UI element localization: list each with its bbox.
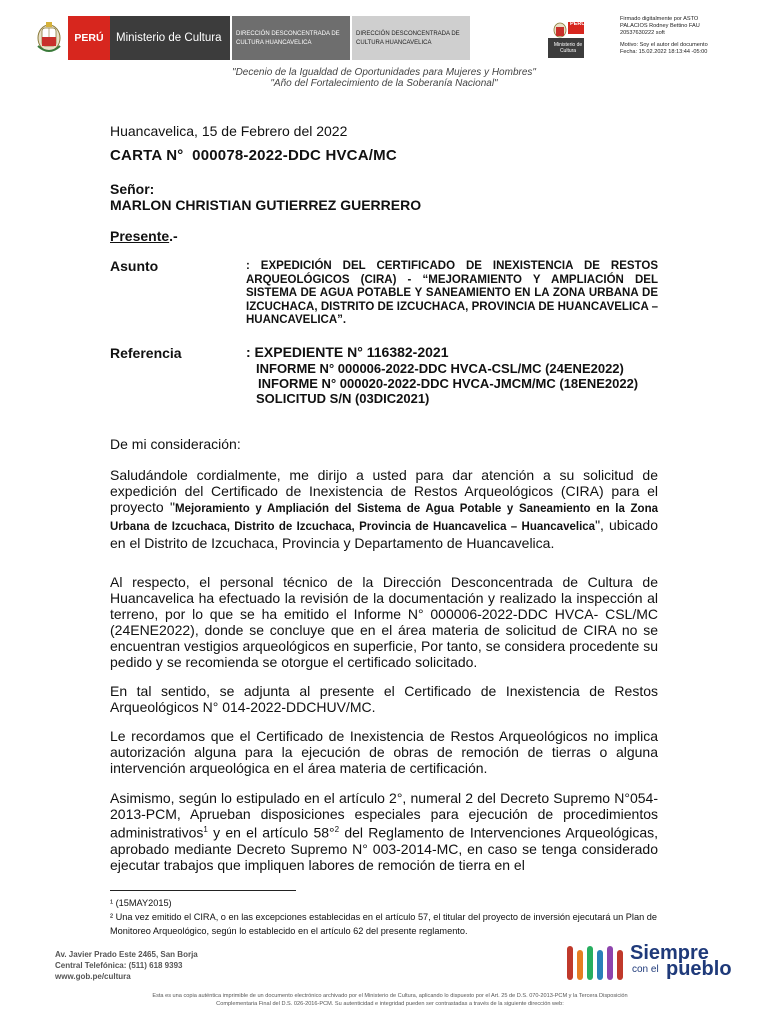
slogan-word-1: Siempre <box>630 942 709 964</box>
subject-text: : EXPEDICIÓN DEL CERTIFICADO DE INEXISTENCIA DE RESTOS ARQUEOLÓGICOS (CIRA) - “MEJORAMIENTO Y AMPLIACIÓN DEL SISTEMA DE AGUA POTABLE Y SANEAMIENTO EN LA ZONA URBANA DE IZCUCHACA, DISTRITO DE IZCUCHACA, PROVINCIA DE HUANCAVELICA – HUANCAVELICA”. <box>246 260 658 326</box>
reference-label: Referencia <box>110 345 182 361</box>
presente-word: Presente <box>110 228 170 244</box>
slogan-word-2: con el <box>632 964 659 975</box>
reference-item: INFORME N° 000020-2022-DDC HVCA-JMCM/MC (18ENE2022) <box>258 376 639 391</box>
slogan-word-3: pueblo <box>666 958 732 980</box>
ministry-label: Ministerio de Cultura <box>110 16 230 60</box>
paragraph-text: ", ubicado en el Distrito de Izcuchaca, Provincia y Departamento de Huancavelica. <box>110 517 658 551</box>
footnote-divider <box>110 890 296 891</box>
paragraph-regulation <box>110 790 658 873</box>
legal-line: Esta es una copia auténtica imprimible de un documento electrónico archivado por el Ministerio de Cultura, aplicando lo dispuesto por el Art. 25 de D.S. 070-2013-PCM y la Tercera Disposición <box>152 993 628 999</box>
recipient-name: MARLON CHRISTIAN GUTIERREZ GUERRERO <box>110 197 422 213</box>
signature-line: 20537630222 soft <box>620 29 665 36</box>
footer-web-link[interactable]: www.gob.pe/cultura <box>55 972 131 981</box>
peru-label: PERÚ <box>68 16 110 60</box>
footer-address: Av. Javier Prado Este 2465, San Borja <box>55 950 198 959</box>
greeting: De mi consideración: <box>110 436 241 452</box>
subject-label: Asunto <box>110 258 159 274</box>
seal-country: PERÚ <box>570 21 586 27</box>
reference-item: : EXPEDIENTE N° 116382-2021 <box>246 344 449 360</box>
footnote-2: ² Una vez emitido el CIRA, o en las excepciones establecidas en el artículo 57, el titular del proyecto de inversión ejecutará un Plan de Monitoreo Arqueológico, según lo establecido en el artículo 62 del presente reglamento. <box>110 912 657 936</box>
reference-item: SOLICITUD S/N (03DIC2021) <box>256 391 430 406</box>
signature-line: Motivo: Soy el autor del documento <box>620 42 708 49</box>
salutation: Señor: <box>110 181 155 197</box>
paragraph-text: Asimismo, según lo estipulado en el artículo 2°, numeral 2 del Decreto Supremo N°054-2013-PCM, Aprueban disposiciones especiales para ejecución de procedimientos administrativos <box>110 790 658 841</box>
legal-line: Complementaria Final del D.S. 026-2016-PCM. Su autenticidad e integridad pueden ser contrastadas a través de la siguiente dirección web: <box>216 1001 564 1007</box>
footer-contact <box>55 949 198 982</box>
footer-phone: (511) 618 9393 <box>128 961 183 970</box>
paragraph-reminder: Le recordamos que el Certificado de Inexistencia de Restos Arqueológicos no implica autorización alguna para la ejecución de obras de remoción de tierras o alguna intervención arqueológica en el área materia de certificación. <box>110 728 658 776</box>
footnote-1: ¹ (15MAY2015) <box>110 898 172 908</box>
unit-label-secondary: DIRECCIÓN DESCONCENTRADA DE CULTURA HUANCAVELICA <box>352 16 470 60</box>
signature-line: Firmado digitalmente por ASTO <box>620 16 699 22</box>
paragraph-text: y en el artículo 58° <box>207 824 335 841</box>
unit-label-primary: DIRECCIÓN DESCONCENTRADA DE CULTURA HUANCAVELICA <box>232 16 350 60</box>
paragraph-inspection: Al respecto, el personal técnico de la Dirección Desconcentrada de Cultura de Huancavelica ha efectuado la revisión de la documentación y realizado la inspección al terreno, por lo que se ha emitido el Informe N° 000006-2022-DDC HVCA- CSL/MC (24ENE2022), donde se concluye que en el área materia de solicitud de CIRA no se encuentran vestigios arqueológicos en superficie, Por tanto, se considera procedente su pedido y se recomienda se otorgue el certificado solicitado. <box>110 574 658 670</box>
letter-number <box>110 148 397 164</box>
paragraph-text: del Reglamento de Intervenciones Arqueológicas, aprobado mediante Decreto Supremo N° 003-2014-MC, en caso se tenga considerado ejecutar trabajos que impliquen labores de remoción de tierra en el <box>110 824 658 873</box>
footer-phone-line <box>55 960 198 971</box>
project-name: Mejoramiento y Ampliación del Sistema de Agua Potable y Saneamiento en la Zona Urbana de Izcuchaca, Distrito de Izcuchaca, Provincia de Huancavelica – Huancavelica <box>110 503 658 533</box>
legal-notice <box>70 992 710 1008</box>
presente-suffix: .- <box>169 228 178 244</box>
letter-number-value: 000078-2022-DDC HVCA/MC <box>192 147 397 164</box>
motto-line: "Año del Fortalecimiento de la Soberanía Nacional" <box>270 78 498 89</box>
paragraph-intro <box>110 467 658 551</box>
footnote-ref: 2 <box>334 825 340 834</box>
coat-of-arms-icon <box>34 16 64 60</box>
letter-number-label: CARTA N° <box>110 147 184 164</box>
reference-item: INFORME N° 000006-2022-DDC HVCA-CSL/MC (24ENE2022) <box>256 361 624 376</box>
seal-ministry: Ministerio de Cultura <box>553 42 583 54</box>
ministry-header <box>34 16 470 60</box>
paragraph-text: Saludándole cordialmente, me dirijo a usted para dar atención a su solicitud de expedición del Certificado de Inexistencia de Restos Arqueológicos (CIRA) para el proyecto " <box>110 467 658 515</box>
footer-phone-label: Central Telefónica: <box>55 961 127 970</box>
presente-line <box>110 228 178 244</box>
motto-line: "Decenio de la Igualdad de Oportunidades para Mujeres y Hombres" <box>232 67 536 78</box>
official-motto <box>0 67 768 89</box>
place-date: Huancavelica, 15 de Febrero del 2022 <box>110 123 348 139</box>
paragraph-attachment: En tal sentido, se adjunta al presente el Certificado de Inexistencia de Restos Arqueológicos N° 014-2022-DDCHUV/MC. <box>110 683 658 715</box>
signature-line: PALACIOS Rodney Bettino FAU <box>620 22 700 29</box>
signature-details <box>620 16 760 56</box>
signature-line: Fecha: 15.02.2022 18:13:44 -05:00 <box>620 49 708 56</box>
footnote-ref: 1 <box>203 825 208 834</box>
